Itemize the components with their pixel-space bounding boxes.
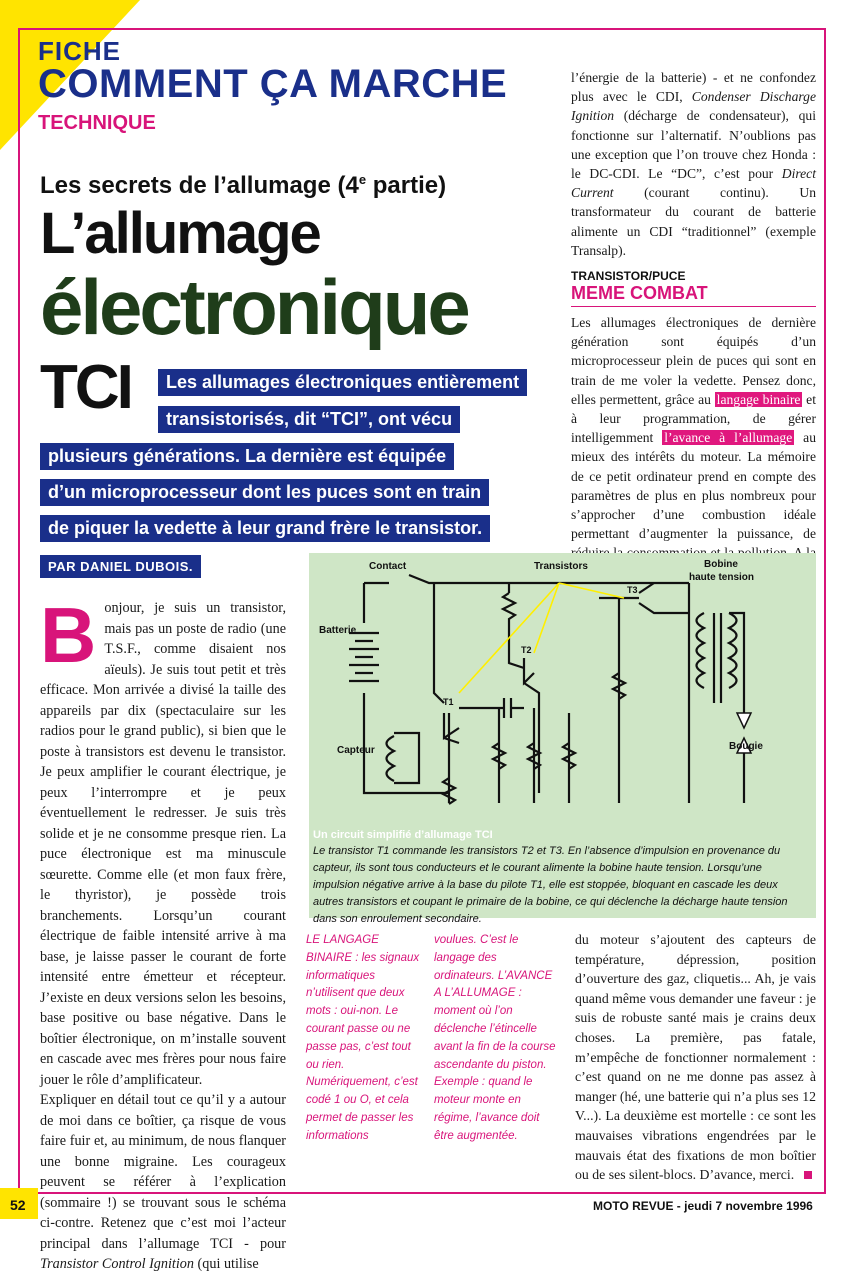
lead-line-3: plusieurs générations. La dernière est équipée [40,443,454,470]
section-heading: MEME COMBAT [571,283,816,307]
glossary-column-2: voulues. C’est le langage des ordinateurs. L’AVANCE A L’ALLUMAGE : moment où l’on déclenche l’étincelle avant la fin de la course ascendante du piston. Exemple : quand le moteur monte en régime, l’avance doit être augmentée. [434,934,556,1142]
diagram-label-contact: Contact [369,561,407,572]
diagram-caption-title: Un circuit simplifié d’allumage TCI [313,829,493,841]
diagram-label-t1: T1 [443,697,454,707]
diagram-label-t2: T2 [521,645,532,655]
paragraph: l’énergie de la batterie) - et ne confondez plus avec le CDI, Condenser Discharge Ignition (décharge de condensateur), qui fonctionne sur l’alternatif. N’oublions pas une exception que l’on trouve chez Honda : le DC-CDI. Le “DC”, c’est pour Direct Current (courant continu). Un transformateur du courant de batterie alimente un CDI “traditionnel” (exemple Transalp). [571,70,816,258]
byline: PAR DANIEL DUBOIS. [40,555,201,578]
headline-line-3: TCI [40,353,131,422]
article-subtitle: Les secrets de l’allumage (4e partie) [40,172,447,199]
diagram-label-bobine: Bobine [704,559,738,570]
diagram-label-transistors: Transistors [534,561,588,572]
section-kicker: TRANSISTOR/PUCE [571,269,686,284]
paragraph: Expliquer en détail tout ce qu’il y a autour de moi dans ce boîtier, ça risque de vous faire fuir et, au minimum, de nous flanquer une bonne migraine. Les courageux peuvent se référer à l’explication (sommaire !) se trouvant sous le schéma ci-contre. Retenez que c’est moi l’acteur principal dans l’allumage TCI - pour Transistor Control Ignition (qui utilise [40,1092,286,1272]
circuit-diagram [309,553,816,828]
lead-line-2: transistorisés, dit “TCI”, ont vécu [158,406,460,433]
diagram-label-haute-tension: haute tension [689,572,755,583]
end-mark [804,1171,812,1179]
diagram-caption: Le transistor T1 commande les transistors T2 et T3. En l’absence d’impulsion en provenance du capteur, ils sont tous conducteurs et le courant alimente la bobine haute tension. Lorsqu’une impulsion négative arrive à la base du pilote T1, elle est stoppée, bloquant en cascade les deux autres transistors et coupant le primaire de la bobine, ce qui déclenche la décharge haute tension dans son enroulement secondaire. [313,845,788,925]
left-column [40,591,286,1275]
circuit-diagram-panel [309,553,816,925]
lead-line-5: de piquer la vedette à leur grand frère le transistor. [40,515,490,542]
magazine-footer: MOTO REVUE - jeudi 7 novembre 1996 [593,1199,813,1213]
paragraph: du moteur s’ajoutent des capteurs de température, dépression, position d’ouverture des gaz, cliquetis... Ah, je vais quand même vous demander une faveur : je suis de robuste santé mais je crains deux choses. La première, pas fatale, m’empêche de fonctionner normalement : c’est quand on ne me donne pas assez à manger (hé, une batterie qui n’a plus ses 12 V...). La deuxième est mortelle : ce sont les mauvaises vibrations engendrées par le mauvais état des fixations de mon boîtier ou de ses silent-blocs. D’avance, merci. [575,932,816,1183]
lead-line-1: Les allumages électroniques entièrement [158,369,527,396]
right-column [571,68,816,582]
glossary-column-1: LE LANGAGE BINAIRE : les signaux informatiques n’utilisent que deux mots : oui-non. Le courant passe ou ne passe pas, c’est tout ou rien. Numériquement, c’est codé 1 ou O, et cela permet de passer les informations [306,934,420,1142]
top-rail [364,575,689,583]
paragraph: onjour, je suis un transistor, mais pas un poste de radio (une T.S.F., comme disaient nos aïeuls). Je suis tout petit et très efficace. Mon arrivée a divisé la taille des appareils par dix (spectaculaire sur les radios pour le grand public), si bien que le poste à transistors est devenu le transistor. Je peux amplifier le courant électrique, je peux l’interrompre et je peux éventuellement le redresser. Je suis très solide et je ne consomme presque rien. La puce électronique est ma minuscule sœurette. Comme elle (et mon faux frère, le thyristor), je possède trois branchements. Lorsqu’un courant électrique de faible intensité arrive à ma base, je laisse passer le courant de forte intensité entre émetteur et récepteur. J’existe en deux versions selon les besoins, base positive ou base négative. Dans le boîtier électronique, on m’installe souvent en cascade avec mes frères pour nous faire jouer le rôle d’amplificateur. [40,600,286,1088]
battery-symbol [349,633,379,681]
highlight-langage-binaire: langage binaire [716,391,801,407]
headline-line-1: L’allumage [40,201,320,266]
headline-line-2: électronique [40,263,468,351]
diagram-label-capteur: Capteur [337,745,375,756]
lead-line-4: d’un microprocesseur dont les puces sont en train [40,479,489,506]
paragraph: Les allumages électroniques de dernière génération sont équipés d’un microprocesseur plein de puces qui sont en train de me voler la vedette. Pensez donc, elles permettent, grâce au langage binaire et à leur programmation, de gérer intelligemment l’avance à l’allumage au mieux des intérêts du moteur. La mémoire de ce petit ordinateur prend en compte des paramètres de plus en plus nombreux pour s’approcher d’une combustion idéale permettant d’augmenter la puissance, de [571,315,816,542]
highlight-avance-allumage: l’avance à l’allumage [664,430,793,446]
bottom-right-column [575,930,816,1185]
diagram-label-batterie: Batterie [319,625,357,636]
header-title: COMMENT ÇA MARCHE [38,62,508,106]
drop-cap: B [40,591,97,679]
diagram-label-t3: T3 [627,585,638,595]
diagram-label-bougie: Bougie [729,741,763,752]
header-technique: TECHNIQUE [38,112,156,134]
header-fiche: FICHE [38,36,121,66]
page-number: 52 [10,1197,26,1213]
